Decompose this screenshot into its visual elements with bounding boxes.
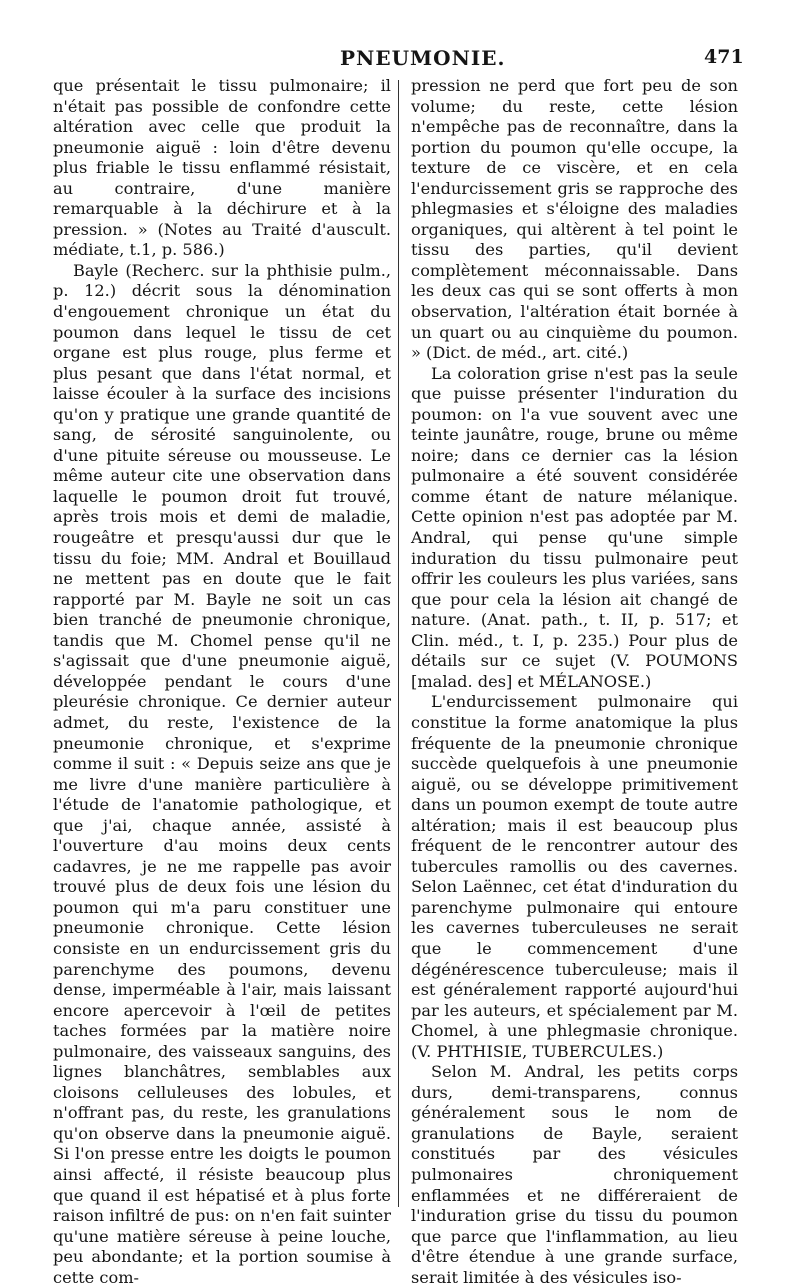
running-title: PNEUMONIE. (340, 46, 506, 70)
page-header (0, 46, 800, 72)
paragraph: pression ne perd que fort peu de son volume; du reste, cette lésion n'empêche pas de reconnaître, dans la portion du poumon qu'elle occupe, la texture de ce viscère, et en cela l'endurcissement gris se rapproche des phlegmasies et s'éloigne des maladies organiques, qui altèrent à tel point le tissu des parties, qu'il devient complètement méconnaissable. Dans les deux cas qui se sont offerts à mon observation, l'altération était bornée à un quart ou au cinquième du poumon. » (Dict. de méd., art. cité.) (411, 76, 738, 363)
left-column (53, 76, 391, 1288)
paragraph: Bayle (Recherc. sur la phthisie pulm., p. 12.) décrit sous la dénomination d'engouement chronique un état du poumon dans lequel le tissu de cet organe est plus rouge, plus ferme et plus pesant que dans l'état normal, et laisse écouler à la surface des incisions qu'on y pratique une grande quantité de sang, de sérosité sanguinolente, ou d'une pituite séreuse ou mousseuse. Le même auteur cite une observation dans laquelle le poumon droit fut trouvé, après trois mois et demi de maladie, rougeâtre et presqu'aussi dur que le tissu du foie; MM. Andral et Bouillaud ne mettent pas en doute que le fait rapporté par M. Bayle ne soit un cas bien tranché de pneumonie chronique, tandis que M. Chomel pense qu'il ne s'agissait que d'une pneumonie aiguë, développée pendant le cours d'une pleurésie chronique. Ce dernier auteur admet, du reste, l'existence de la pneumonie chronique, et s'exprime comme il suit : « Depuis seize ans que je me livre d'une manière particulière à l'étude de l'anatomie pathologique, et que j'ai, chaque année, assisté à l'ouverture d'au moins deux cents cadavres, je ne me rappelle pas avoir trouvé plus de deux fois une lésion du poumon qui m'a paru constituer une pneumonie chronique. Cette lésion consiste en un endurcissement gris du parenchyme des poumons, devenu dense, imperméable à l'air, mais laissant encore apercevoir à l'œil de petites taches formées par la matière noire pulmonaire, des vaisseaux sanguins, des lignes blanchâtres, semblables aux cloisons celluleuses des lobules, et n'offrant pas, du reste, les granulations qu'on observe dans la pneumonie aiguë. Si l'on presse entre les doigts le poumon ainsi affecté, il résiste beaucoup plus que quand il est hépatisé et à plus forte raison infiltré de pus: on n'en fait suinter qu'une matière séreuse à peine louche, peu abondante; et la portion soumise à cette com- (53, 260, 391, 1287)
paragraph: que présentait le tissu pulmonaire; il n'était pas possible de confondre cette altération avec celle que produit la pneumonie aiguë : loin d'être devenu plus friable le tissu enflammé résistait, au contraire, d'une manière remarquable à la déchirure et à la pression. » (Notes au Traité d'auscult. médiate, t.1, p. 586.) (53, 76, 391, 260)
paragraph: Selon M. Andral, les petits corps durs, demi-transparens, connus généralement sous le nom de granulations de Bayle, seraient constitués par des vésicules pulmonaires chroniquement enflammées et ne différeraient de l'induration grise du tissu du poumon que parce que l'inflammation, au lieu d'être étendue à une grande surface, serait limitée à des vésicules iso- (411, 1062, 738, 1287)
paragraph: L'endurcissement pulmonaire qui constitue la forme anatomique la plus fréquente de la pneumonie chronique succède quelquefois à une pneumonie aiguë, ou se développe primitivement dans un poumon exempt de toute autre altération; mais il est beaucoup plus fréquent de le rencontrer autour des tubercules ramollis ou des cavernes. Selon Laënnec, cet état d'induration du parenchyme pulmonaire qui entoure les cavernes tuberculeuses ne serait que le commencement d'une dégénérescence tuberculeuse; mais il est généralement rapporté aujourd'hui par les auteurs, et spécialement par M. Chomel, à une phlegmasie chronique. (V. PHTHISIE, TUBERCULES.) (411, 692, 738, 1061)
column-divider (398, 80, 399, 1207)
page-number: 471 (704, 46, 744, 68)
paragraph: La coloration grise n'est pas la seule que puisse présenter l'induration du poumon: on l'a vue souvent avec une teinte jaunâtre, rouge, brune ou même noire; dans ce dernier cas la lésion pulmonaire a été souvent considérée comme étant de nature mélanique. Cette opinion n'est pas adoptée par M. Andral, qui pense qu'une simple induration du tissu pulmonaire peut offrir les couleurs les plus variées, sans que pour cela la lésion ait changé de nature. (Anat. path., t. II, p. 517; et Clin. méd., t. I, p. 235.) Pour plus de détails sur ce sujet (V. POUMONS [malad. des] et MÉLANOSE.) (411, 363, 738, 691)
right-column (411, 76, 738, 1288)
